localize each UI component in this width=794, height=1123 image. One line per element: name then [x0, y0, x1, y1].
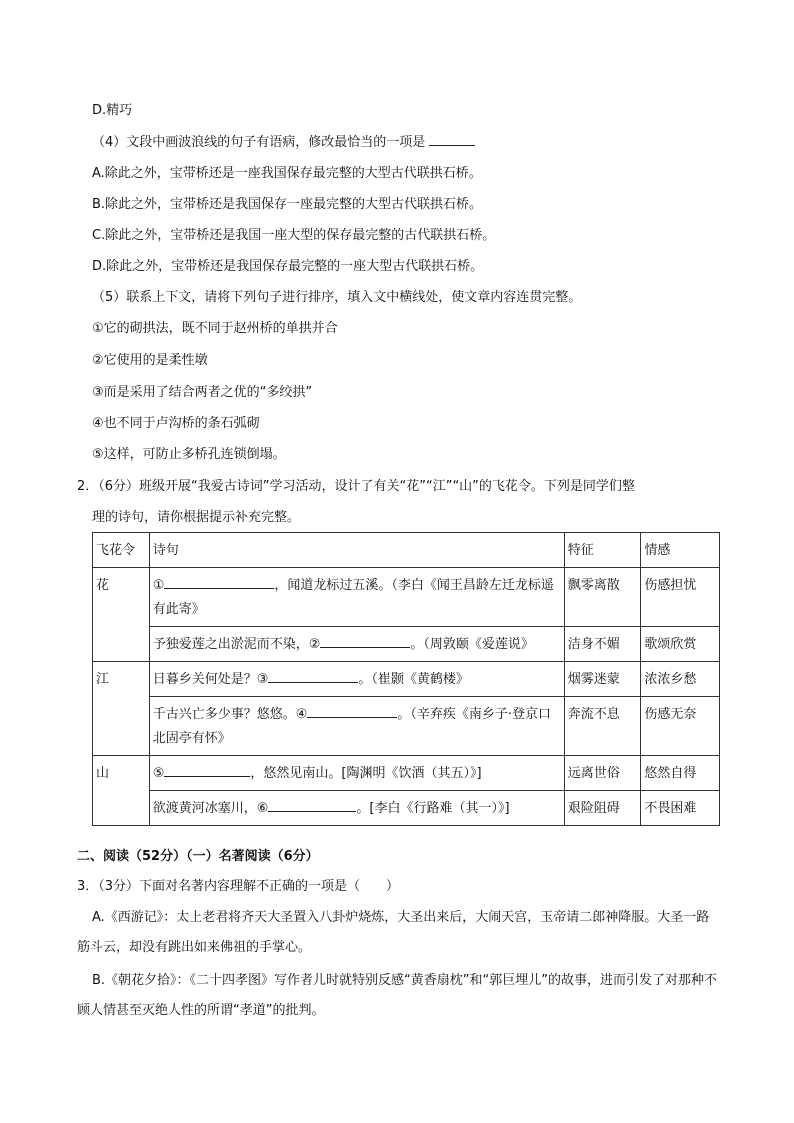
key-cell: 山 [93, 756, 150, 826]
question-3-stem: 3．（3分）下面对名著内容理解不正确的一项是（ ） [77, 879, 400, 894]
table-row [93, 662, 720, 697]
verse-suffix: ，闻道龙标过五溪。（李白《闻王昌龄左迁龙标遥有此寄》 [152, 578, 554, 617]
emotion-cell: 伤感无奈 [641, 697, 720, 756]
verse-suffix: 。（崔颢《黄鹤楼》 [358, 672, 469, 687]
poem-table [92, 532, 720, 826]
emotion-cell: 悠然自得 [641, 756, 720, 791]
fill-blank-2[interactable] [320, 635, 410, 648]
emotion-cell: 不畏困难 [641, 791, 720, 826]
fill-blank-5[interactable] [164, 764, 250, 777]
header-cell: 飞花令 [93, 533, 150, 568]
emotion-cell: 伤感担忧 [641, 568, 720, 627]
feature-cell: 烟雾迷蒙 [564, 662, 641, 697]
verse-suffix: 。（周敦颐《爱莲说》 [410, 637, 534, 652]
verse-suffix: 。（辛弃疾《南乡子·登京口北固亭有怀》 [152, 707, 552, 746]
sentence-item: ①它的砌拱法，既不同于赵州桥的单拱并合 [92, 321, 338, 336]
key-cell: 江 [93, 662, 150, 756]
section-heading: 二、阅读（52分）（一）名著阅读（6分） [77, 849, 319, 864]
fill-blank-1[interactable] [164, 576, 274, 589]
table-row [93, 627, 720, 662]
verse-cell [149, 756, 564, 791]
verse-prefix: 欲渡黄河冰塞川，⑥ [152, 801, 269, 816]
feature-cell: 艰险阻碍 [564, 791, 641, 826]
fill-blank-4[interactable] [307, 705, 397, 718]
option-line: A.除此之外，宝带桥还是一座我国保存最完整的大型古代联拱石桥。 [92, 166, 482, 181]
feature-cell: 远离世俗 [564, 756, 641, 791]
table-row [93, 756, 720, 791]
table-row [93, 568, 720, 627]
verse-prefix: 日暮乡关何处是？③ [152, 672, 269, 687]
header-cell: 诗句 [149, 533, 564, 568]
key-cell: 花 [93, 568, 150, 662]
sentence-item: ②它使用的是柔性墩 [92, 353, 208, 368]
verse-suffix: ，悠然见南山。[陶渊明《饮酒（其五）》] [250, 766, 482, 781]
question-5-stem: （5）联系上下文，请将下列句子进行排序，填入文中横线处，使文章内容连贯完整。 [92, 290, 582, 305]
fill-blank-6[interactable] [268, 799, 356, 812]
question-2-stem-line1: 2．（6分）班级开展“我爱古诗词”学习活动，设计了有关“花”“江”“山”的飞花令。下列是同学们整 [77, 479, 635, 494]
verse-cell [149, 568, 564, 627]
option-b-paragraph: B.《朝花夕拾》：《二十四孝图》写作者儿时就特别反感“黄香扇枕”和“郭巨埋儿”的故事，进而引发了对那种不顾人情甚至灭绝人性的所谓“孝道”的批判。 [77, 973, 717, 1018]
option-a-paragraph: A.《西游记》：太上老君将齐天大圣置入八卦炉烧炼，大圣出来后，大闹天宫，玉帝请二郎神降服。大圣一路筋斗云，却没有跳出如来佛祖的手掌心。 [77, 910, 710, 955]
sentence-item: ⑤这样，可防止多桥孔连锁倒塌。 [92, 447, 286, 462]
verse-prefix: 予独爱莲之出淤泥而不染，② [152, 637, 321, 652]
fill-blank-3[interactable] [268, 670, 358, 683]
verse-cell [149, 627, 564, 662]
feature-cell: 奔流不息 [564, 697, 641, 756]
question-4-stem [92, 134, 475, 152]
header-cell: 情感 [641, 533, 720, 568]
question-2-stem-line2: 理的诗句，请你根据提示补充完整。 [92, 510, 301, 525]
table-header-row [93, 533, 720, 568]
sentence-item: ④也不同于卢沟桥的条石弧砌 [92, 416, 260, 431]
verse-prefix: ① [152, 578, 165, 593]
option-line: C.除此之外，宝带桥还是我国一座大型的保存最完整的古代联拱石桥。 [92, 228, 496, 243]
sentence-item: ③而是采用了结合两者之优的“多绞拱” [92, 385, 313, 400]
table-row [93, 697, 720, 756]
verse-prefix: 千古兴亡多少事？悠悠。④ [152, 707, 308, 722]
feature-cell: 飘零离散 [564, 568, 641, 627]
verse-prefix: ⑤ [152, 766, 165, 781]
feature-cell: 洁身不媚 [564, 627, 641, 662]
option-d-text: D.精巧 [92, 103, 133, 118]
verse-cell [149, 791, 564, 826]
emotion-cell: 歌颂欣赏 [641, 627, 720, 662]
answer-blank[interactable] [429, 134, 475, 146]
question-4-text: （4）文段中画波浪线的句子有语病，修改最恰当的一项是 [92, 135, 426, 150]
emotion-cell: 浓浓乡愁 [641, 662, 720, 697]
option-line: D.除此之外，宝带桥还是我国保存最完整的一座大型古代联拱石桥。 [92, 259, 484, 274]
header-cell: 特征 [564, 533, 641, 568]
verse-cell [149, 697, 564, 756]
table-row [93, 791, 720, 826]
verse-suffix: 。[李白《行路难（其一）》] [356, 801, 510, 816]
verse-cell [149, 662, 564, 697]
option-line: B.除此之外，宝带桥还是我国保存一座最完整的大型古代联拱石桥。 [92, 197, 483, 212]
